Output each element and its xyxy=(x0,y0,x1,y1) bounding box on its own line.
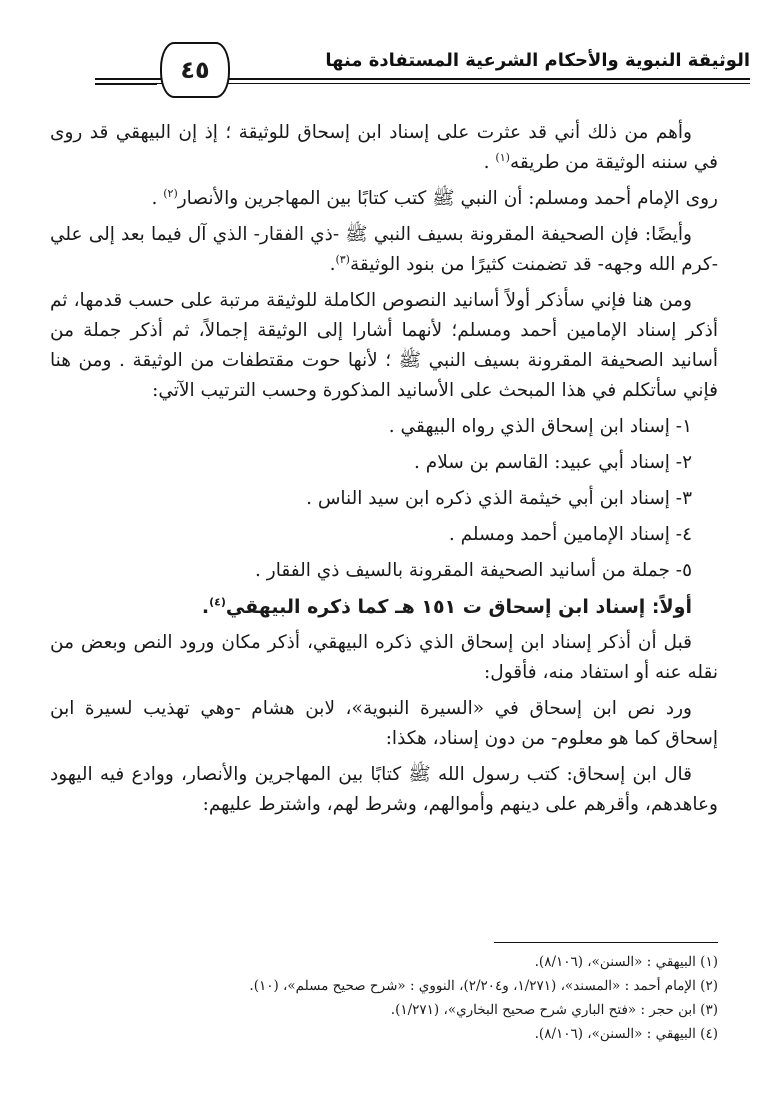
footnote: (٢) الإمام أحمد : «المسند»، (١/٢٧١، و٢/٢٠٤)، النووي : «شرح صحيح مسلم»، (١٠). xyxy=(249,978,718,994)
paragraph xyxy=(50,220,718,280)
paragraph: ومن هنا فإني سأذكر أولاً أسانيد النصوص الكاملة للوثيقة مرتبة على حسب قدمها، ثم أذكر إسناد الإمامين أحمد ومسلم؛ لأنهما أشارا إلى الوثيقة إجمالاً، ثم أذكر جملة من أسانيد الصحيفة المقرونة بسيف النبي ﷺ ؛ لأنها حوت مقتطفات من الوثيقة . ومن هنا فإني سأتكلم في هذا المبحث على الأسانيد المذكورة وحسب الترتيب الآتي: xyxy=(50,290,718,401)
list-item: ٣- إسناد ابن أبي خيثمة الذي ذكره ابن سيد الناس . xyxy=(306,488,692,509)
footnote-ref: (٢) xyxy=(163,186,178,200)
footnote: (٤) البيهقي : «السنن»، (٨/١٠٦). xyxy=(534,1026,718,1042)
header-left-rule xyxy=(95,78,157,80)
paragraph xyxy=(50,184,718,214)
main-text xyxy=(50,118,718,826)
paragraph-end: . xyxy=(329,254,336,275)
paragraph-text: وأهم من ذلك أني قد عثرت على إسناد ابن إسحاق للوثيقة ؛ إذ إن البيهقي قد روى في سننه الوثيقة من طريقه xyxy=(50,122,718,173)
paragraph: قبل أن أذكر إسناد ابن إسحاق الذي ذكره البيهقي، أذكر مكان ورود النص وبعض من نقله عنه أو استفاد منه، فأقول: xyxy=(50,632,718,683)
list-item: ٢- إسناد أبي عبيد: القاسم بن سلام . xyxy=(414,452,692,473)
page-number: ٤٥ xyxy=(160,42,230,98)
footnotes xyxy=(50,950,718,1046)
heading-text: أولاً: إسناد ابن إسحاق ت ١٥١ هـ كما ذكره البيهقي xyxy=(225,596,692,618)
footnote-ref: (٣) xyxy=(335,252,350,266)
list-item: ١- إسناد ابن إسحاق الذي رواه البيهقي . xyxy=(388,416,692,437)
header-left-rules xyxy=(95,78,157,88)
paragraph: ورد نص ابن إسحاق في «السيرة النبوية»، لابن هشام -وهي تهذيب لسيرة ابن إسحاق كما هو معلوم- من دون إسناد، هكذا: xyxy=(50,698,718,749)
header-title: الوثيقة النبوية والأحكام الشرعية المستفادة منها xyxy=(325,50,750,71)
paragraph-end: . xyxy=(483,152,496,173)
section-heading xyxy=(50,592,718,622)
footnote-ref: (٤) xyxy=(209,595,226,609)
paragraph-text: روى الإمام أحمد ومسلم: أن النبي ﷺ كتب كتابًا بين المهاجرين والأنصار xyxy=(177,188,718,209)
footnote: (٣) ابن حجر : «فتح الباري شرح صحيح البخاري»، (١/٢٧١). xyxy=(390,1002,718,1018)
footnote: (١) البيهقي : «السنن»، (٨/١٠٦). xyxy=(534,954,718,970)
header-left-rule xyxy=(95,83,157,85)
footnote-ref: (١) xyxy=(495,150,510,164)
paragraph-end: . xyxy=(151,188,164,209)
heading-end: . xyxy=(201,596,210,618)
list-item: ٤- إسناد الإمامين أحمد ومسلم . xyxy=(448,524,692,545)
footnote-separator xyxy=(494,942,718,943)
paragraph xyxy=(50,118,718,178)
list-item: ٥- جملة من أسانيد الصحيفة المقرونة بالسيف ذي الفقار . xyxy=(255,560,692,581)
paragraph: قال ابن إسحاق: كتب رسول الله ﷺ كتابًا بين المهاجرين والأنصار، ووادع فيه اليهود وعاهدهم، وأقرهم على دينهم وأموالهم، وشرط لهم، واشترط عليهم: xyxy=(50,764,718,815)
paragraph-text: وأيضًا: فإن الصحيفة المقرونة بسيف النبي ﷺ -ذي الفقار- الذي آل فيما بعد إلى علي -كرم الله وجهه- قد تضمنت كثيرًا من بنود الوثيقة xyxy=(50,224,718,275)
